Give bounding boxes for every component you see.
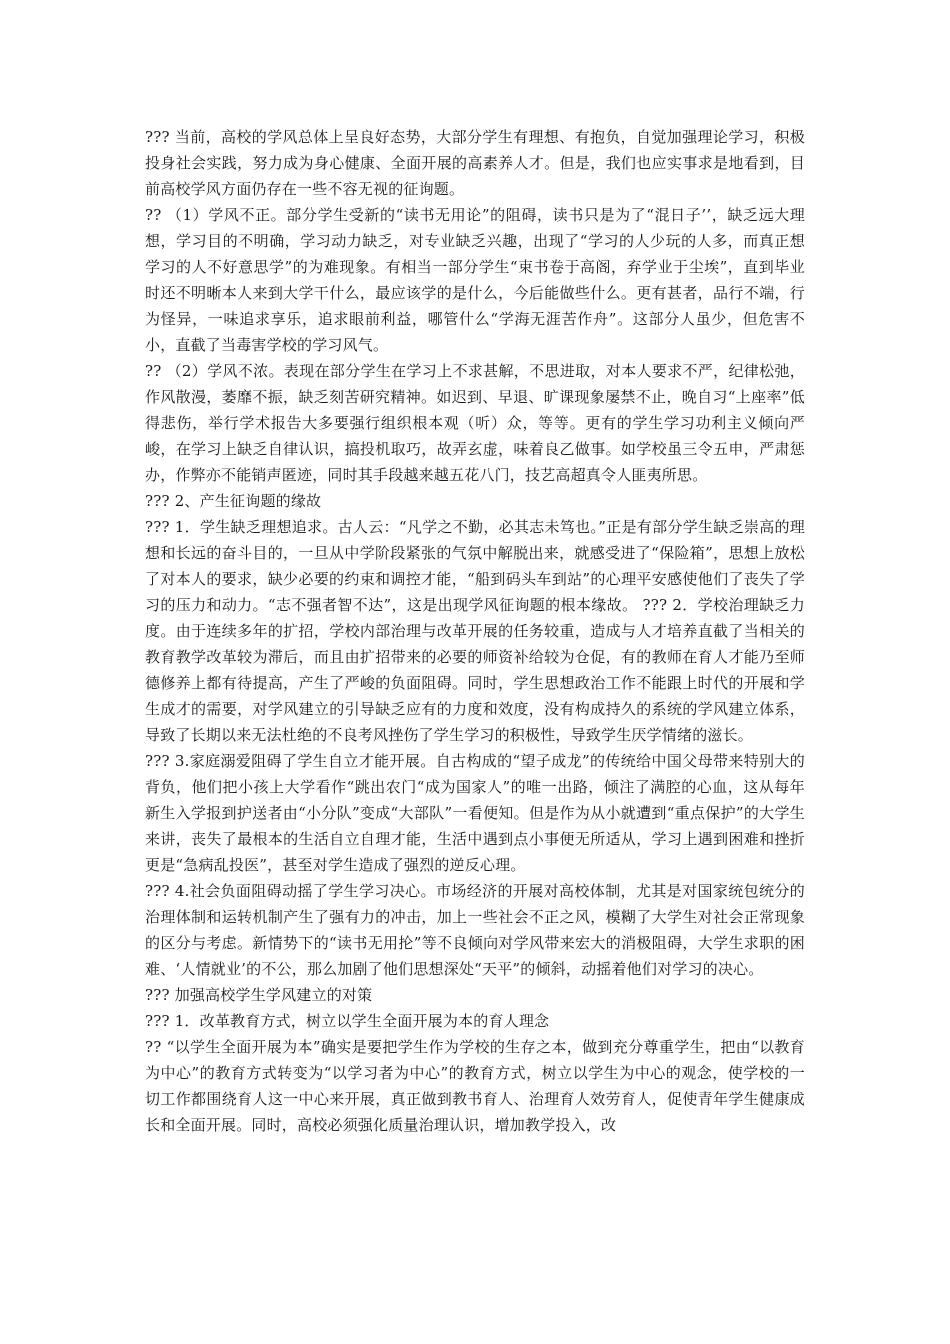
paragraph-style-incorrect: ?? （1）学风不正。部分学生受新的“读书无用论”的阻碍，读书只是为了“混日子’’，缺乏远大理想，学习目的不明确，学习动力缺乏，对专业缺乏兴趣，出现了“学习的人少玩的人多，而真正想学习的人不好意思学”的为难现象。有相当一部分学生“束书卷于高阁，弃学业于尘埃”，直到毕业时还不明晰本人来到大学干什么，最应该学的是什么，今后能做些什么。更有甚者，品行不端，行为怪异，一味追求享乐，追求眼前利益，哪管什么“学海无涯苦作舟”。这部分人虽少，但危害不小，直截了当毒害学校的学习风气。 [145, 206, 805, 354]
subheading-reform: ??? 1．改革教育方式，树立以学生全面开展为本的育人理念 [145, 1012, 550, 1030]
section-heading-causes: ??? 2、产生征询题的缘故 [145, 492, 322, 510]
document-body [145, 124, 805, 1138]
paragraph-cause-4: ??? 4.社会负面阻碍动摇了学生学习决心。市场经济的开展对高校体制，尤其是对国家统包统分的治理体制和运转机制产生了强有力的冲击，加上一些社会不正之风，模糊了大学生对社会正常现象的区分与考虑。新情势下的“读书无用抡”等不良倾向对学风带来宏大的消极阻碍，大学生求职的困难、‘人情就业’的不公，那么加剧了他们思想深处“天平”的倾斜，动摇着他们对学习的决心。 [145, 882, 805, 978]
section-heading-countermeasures: ??? 加强高校学生学风建立的对策 [145, 986, 373, 1004]
paragraph-intro: ??? 当前，高校的学风总体上呈良好态势，大部分学生有理想、有抱负，自觉加强理论学习，积极投身社会实践，努力成为身心健康、全面开展的高素养人才。但是，我们也应实事求是地看到，目前高校学风方面仍存在一些不容无视的征询题。 [145, 128, 805, 198]
paragraph-cause-1-2: ??? 1．学生缺乏理想追求。古人云：“凡学之不勤，必其志未笃也。”正是有部分学生缺乏崇高的理想和长远的奋斗目的，一旦从中学阶段紧张的气氛中解脱出来，就感受进了“保险箱”，思想上放松了对本人的要求，缺少必要的约束和调控才能，“船到码头车到站”的心理平安感使他们了丧失了学习的压力和动力。“志不强者智不达”，这是出现学风征询题的根本缘故。 ??? 2．学校治理缺乏力度。由于连续多年的扩招，学校内部治理与改革开展的任务较重，造成与人才培养直截了当相关的教育教学改革较为滞后，而且由扩招带来的必要的师资补给较为仓促，有的教师在育人才能乃至师德修养上都有待提高，产生了严峻的负面阻碍。同时，学生思想政治工作不能跟上时代的开展和学生成才的需要，对学风建立的引导缺乏应有的力度和效度，没有构成持久的系统的学风建立体系，导致了长期以来无法杜绝的不良考风挫伤了学生学习的积极性，导致学生厌学情绪的滋长。 [145, 518, 805, 744]
paragraph-cause-3: ??? 3.家庭溺爱阻碍了学生自立才能开展。自古构成的“望子成龙”的传统给中国父母带来特别大的背负，他们把小孩上大学看作“跳出农门“成为国家人”的唯一出路，倾注了满腔的心血，这从每年新生入学报到护送者由“小分队”变成“大部队”一看便知。但是作为从小就遭到“重点保护”的大学生来讲，丧失了最根本的生活自立自理才能，生活中遇到点小事便无所适从，学习上遇到困难和挫折更是“急病乱投医”，甚至对学生造成了强烈的逆反心理。 [145, 752, 805, 874]
paragraph-reform: ?? “以学生全面开展为本”确实是要把学生作为学校的生存之本，做到充分尊重学生，把由“以教育为中心”的教育方式转变为“以学习者为中心”的教育方式，树立以学生为中心的观念，使学校的一切工作都围绕育人这一中心来开展，真正做到教书育人、治理育人效劳育人，促使青年学生健康成长和全面开展。同时，高校必须强化质量治理认识，增加教学投入，改 [145, 1038, 805, 1134]
paragraph-style-weak: ?? （2）学风不浓。表现在部分学生在学习上不求甚解，不思进取，对本人要求不严，纪律松弛，作风散漫，萎靡不振，缺乏刻苦研究精神。如迟到、早退、旷课现象屡禁不止，晚自习“上座率”低得悲伤，举行学术报告大多要强行组织根本观（听）众，等等。更有的学生学习功利主义倾向严峻，在学习上缺乏自律认识，搞投机取巧，故弄玄虚，味着良乙做事。如学校虽三令五申，严肃惩办，作弊亦不能销声匿迹，同时其手段越来越五花八门，技艺高超真令人匪夷所思。 [145, 362, 805, 484]
